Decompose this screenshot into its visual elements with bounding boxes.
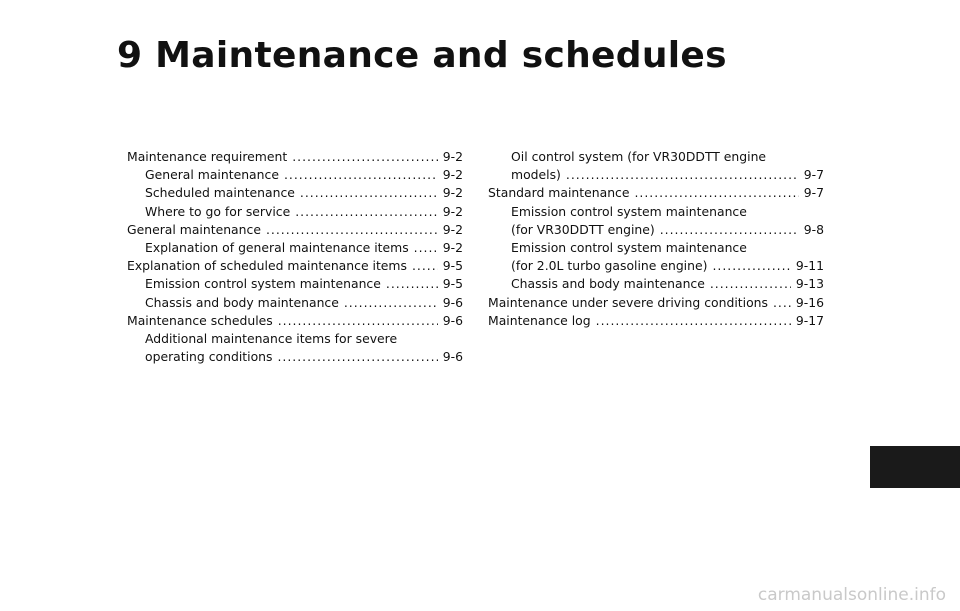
toc-entry-label: Maintenance log: [488, 312, 591, 328]
toc-entry-chassis-body-standard[interactable]: [488, 275, 824, 293]
toc-entry-label: Explanation of scheduled maintenance items: [127, 258, 407, 274]
toc-entry-label: Maintenance requirement: [127, 149, 288, 164]
leader-dots: [277, 348, 437, 366]
chapter-title: 9 Maintenance and schedules: [117, 35, 727, 76]
toc-entry-emission-vr30[interactable]: [488, 203, 824, 239]
toc-entry-label: Maintenance schedules: [127, 312, 273, 328]
toc-entry-page: 9-2: [442, 221, 463, 237]
toc-entry-standard-maintenance[interactable]: [488, 184, 824, 202]
toc-entry-page: 9-13: [795, 276, 824, 292]
toc-entry-maintenance-schedules[interactable]: [127, 312, 463, 330]
toc-entry-chassis-body[interactable]: [127, 294, 463, 312]
leader-dots: [773, 294, 791, 312]
leader-dots: [284, 166, 438, 184]
toc-entry-maintenance-requirement[interactable]: [127, 148, 463, 166]
toc-entry-label-line2: models): [511, 167, 561, 183]
toc-entry-page: 9-7: [803, 167, 824, 183]
toc-entry-page: 9-2: [442, 240, 463, 256]
toc-entry-label: Scheduled maintenance: [145, 185, 295, 201]
toc-entry-label: Maintenance under severe driving conditions: [488, 294, 768, 310]
toc-entry-page: 9-2: [442, 185, 463, 201]
toc-entry-page: 9-6: [442, 349, 463, 365]
toc-entry-page: 9-2: [442, 167, 463, 183]
toc-entry-additional-severe[interactable]: [127, 330, 463, 366]
leader-dots: [386, 275, 438, 293]
toc-entry-label-line1: Additional maintenance items for severe: [145, 331, 398, 347]
toc-entry-general-maintenance-sub[interactable]: [127, 166, 463, 184]
toc-entry-emission-2l-turbo[interactable]: [488, 239, 824, 275]
toc-entry-explanation-general-items[interactable]: [127, 239, 463, 257]
toc-entry-scheduled-maintenance[interactable]: [127, 184, 463, 202]
leader-dots: [566, 166, 799, 184]
leader-dots: [710, 275, 791, 293]
toc-entry-label: Chassis and body maintenance: [511, 276, 705, 292]
leader-dots: [300, 184, 438, 202]
toc-entry-page: 9-2: [442, 203, 463, 219]
toc-entry-explanation-scheduled-items[interactable]: [127, 257, 463, 275]
toc-entry-label: Chassis and body maintenance: [145, 294, 339, 310]
toc-entry-page: 9-17: [795, 312, 824, 328]
toc-entry-label-line1: Emission control system maintenance: [511, 240, 747, 256]
toc-entry-label-line1: Emission control system maintenance: [511, 203, 747, 219]
toc-entry-label: Emission control system maintenance: [145, 276, 381, 292]
toc-entry-label: Where to go for service: [145, 203, 291, 219]
leader-dots: [412, 257, 438, 275]
leader-dots: [596, 312, 791, 330]
leader-dots: [292, 148, 438, 166]
leader-dots: [266, 221, 438, 239]
toc-entry-page: 9-6: [442, 312, 463, 328]
toc-entry-label-line2: operating conditions: [145, 349, 273, 365]
toc-entry-page: 9-8: [803, 221, 824, 237]
toc-entry-page: 9-5: [442, 258, 463, 274]
leader-dots: [634, 184, 798, 202]
watermark: carmanualsonline.info: [757, 585, 946, 605]
toc-entry-page: 9-5: [442, 276, 463, 292]
toc-entry-severe-driving[interactable]: [488, 294, 824, 312]
leader-dots: [344, 294, 438, 312]
toc-entry-label: General maintenance: [145, 167, 279, 183]
toc-column-right: [488, 148, 824, 330]
toc-entry-label: Standard maintenance: [488, 185, 630, 201]
toc-entry-label: General maintenance: [127, 221, 261, 237]
toc-entry-general-maintenance[interactable]: [127, 221, 463, 239]
toc-entry-page: 9-2: [442, 149, 463, 164]
toc-entry-emission-control[interactable]: [127, 275, 463, 293]
leader-dots: [660, 221, 799, 239]
toc-entry-label-line1: Oil control system (for VR30DDTT engine: [511, 149, 767, 164]
toc-entry-page: 9-16: [795, 294, 824, 310]
toc-entry-where-to-go-for-service[interactable]: [127, 203, 463, 221]
leader-dots: [414, 239, 438, 257]
toc-entry-maintenance-log[interactable]: [488, 312, 824, 330]
toc-entry-page: 9-6: [442, 294, 463, 310]
toc-entry-label: Explanation of general maintenance items: [145, 240, 409, 256]
toc-column-left: [127, 148, 463, 366]
toc-entry-page: 9-7: [803, 185, 824, 201]
toc-entry-label-line2: (for 2.0L turbo gasoline engine): [511, 258, 708, 274]
toc-entry-label-line2: (for VR30DDTT engine): [511, 221, 655, 237]
toc-entry-oil-control[interactable]: [488, 148, 824, 184]
chapter-thumb-tab: [870, 446, 960, 488]
leader-dots: [712, 257, 790, 275]
leader-dots: [278, 312, 438, 330]
toc-entry-page: 9-11: [795, 258, 824, 274]
leader-dots: [295, 203, 438, 221]
